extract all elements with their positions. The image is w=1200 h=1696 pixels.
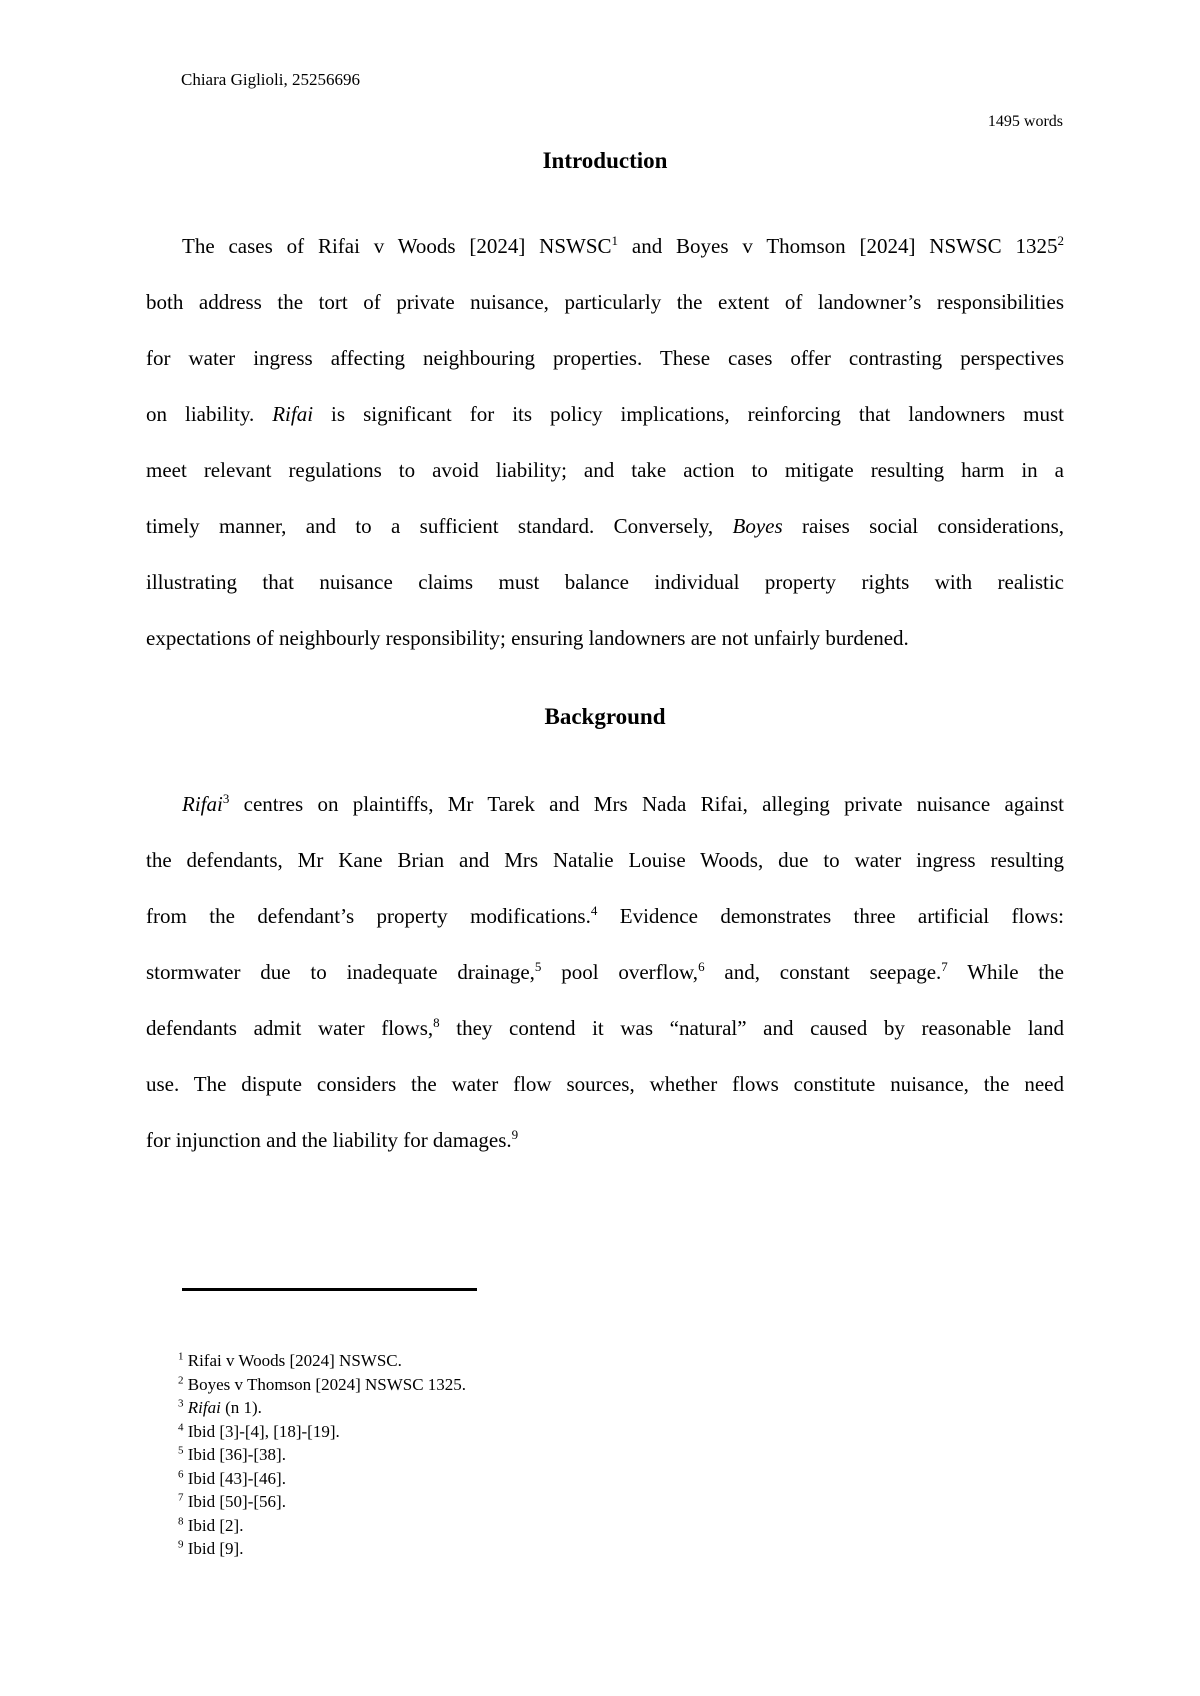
background-text: they contend it was “natural” and caused by reasonable land bbox=[439, 1016, 1064, 1040]
footnote-text: Boyes v Thomson [2024] NSWSC 1325. bbox=[183, 1374, 467, 1394]
footnote-number: 6 bbox=[178, 1467, 184, 1480]
footnote-number: 4 bbox=[178, 1420, 184, 1433]
footnote-7 bbox=[178, 1490, 466, 1514]
background-line-6: use. The dispute considers the water flow sources, whether flows constitute nuisance, the need bbox=[146, 1072, 1064, 1096]
footnote-italic: Rifai bbox=[187, 1398, 221, 1417]
footnote-number: 9 bbox=[178, 1538, 184, 1551]
intro-line-5: meet relevant regulations to avoid liability; and take action to mitigate resulting harm in a bbox=[146, 458, 1064, 482]
footnote-ref-4[interactable]: 4 bbox=[590, 903, 598, 918]
case-name-italic: Rifai bbox=[272, 402, 314, 426]
background-line-3 bbox=[146, 888, 1064, 944]
footnote-text: Ibid [50]-[56]. bbox=[183, 1492, 286, 1511]
footnote-8 bbox=[178, 1514, 466, 1538]
background-text: from the defendant’s property modifications. bbox=[146, 904, 591, 928]
footnote-ref-7[interactable]: 7 bbox=[941, 959, 948, 974]
footnote-text: Rifai v Woods [2024] NSWSC. bbox=[183, 1351, 402, 1370]
footnote-4 bbox=[178, 1420, 466, 1444]
background-text: for injunction and the liability for damages. bbox=[146, 1128, 512, 1152]
background-text: and, constant seepage. bbox=[704, 960, 942, 984]
author-header: Chiara Giglioli, 25256696 bbox=[181, 70, 360, 89]
intro-text: raises social considerations, bbox=[782, 514, 1064, 538]
background-paragraph bbox=[146, 776, 1064, 1168]
footnote-ref-3[interactable]: 3 bbox=[222, 791, 230, 806]
footnote-ref-1[interactable]: 1 bbox=[611, 233, 619, 248]
introduction-heading: Introduction bbox=[542, 148, 668, 173]
intro-text: on liability. bbox=[146, 402, 273, 426]
intro-text: timely manner, and to a sufficient standard. Conversely, bbox=[146, 514, 733, 538]
intro-text: is significant for its policy implications, reinforcing that landowners must bbox=[313, 402, 1065, 426]
footnote-text: Ibid [3]-[4], [18]-[19]. bbox=[183, 1421, 340, 1441]
introduction-paragraph bbox=[146, 218, 1064, 666]
intro-line-2: both address the tort of private nuisance, particularly the extent of landowner’s responsibilities bbox=[146, 290, 1064, 314]
intro-text: The cases of Rifai v Woods [2024] NSWSC bbox=[182, 234, 612, 258]
footnotes-list bbox=[178, 1349, 466, 1561]
footnote-2 bbox=[178, 1373, 466, 1397]
footnote-ref-8[interactable]: 8 bbox=[433, 1015, 440, 1030]
intro-line-7: illustrating that nuisance claims must balance individual property rights with realistic bbox=[146, 570, 1064, 594]
footnote-text: Ibid [43]-[46]. bbox=[183, 1468, 286, 1488]
background-line-4 bbox=[146, 944, 1064, 1000]
background-text: defendants admit water flows, bbox=[146, 1016, 434, 1040]
footnote-ref-5[interactable]: 5 bbox=[534, 959, 542, 974]
background-line-7 bbox=[146, 1112, 1064, 1168]
footnote-ref-6[interactable]: 6 bbox=[698, 959, 705, 974]
background-heading: Background bbox=[544, 704, 666, 729]
background-line-5 bbox=[146, 1000, 1064, 1056]
word-count: 1495 words bbox=[987, 113, 1063, 130]
footnote-number: 2 bbox=[178, 1373, 184, 1386]
case-name-italic: Rifai bbox=[182, 792, 223, 816]
footnote-number: 3 bbox=[178, 1397, 184, 1410]
footnote-text: Ibid [36]-[38]. bbox=[183, 1445, 286, 1464]
case-name-italic: Boyes bbox=[732, 514, 783, 538]
intro-line-6 bbox=[146, 498, 1064, 554]
footnote-5 bbox=[178, 1443, 466, 1467]
footnote-separator bbox=[182, 1288, 477, 1291]
footnote-ref-9[interactable]: 9 bbox=[511, 1127, 519, 1142]
footnote-1 bbox=[178, 1349, 466, 1373]
background-text: Evidence demonstrates three artificial flows: bbox=[597, 904, 1064, 928]
background-text: pool overflow, bbox=[541, 960, 699, 984]
background-text: stormwater due to inadequate drainage, bbox=[146, 960, 535, 984]
background-line-1 bbox=[146, 776, 1064, 832]
footnote-number: 8 bbox=[178, 1514, 184, 1527]
footnote-number: 5 bbox=[178, 1444, 184, 1457]
intro-line-8: expectations of neighbourly responsibility; ensuring landowners are not unfairly burdened. bbox=[146, 626, 909, 650]
footnote-text: Ibid [2]. bbox=[183, 1515, 244, 1535]
footnote-text: (n 1). bbox=[220, 1398, 262, 1417]
intro-text: and Boyes v Thomson [2024] NSWSC 1325 bbox=[618, 234, 1058, 258]
footnote-6 bbox=[178, 1467, 466, 1491]
intro-line-4 bbox=[146, 386, 1064, 442]
footnote-ref-2[interactable]: 2 bbox=[1057, 233, 1064, 248]
intro-line-3: for water ingress affecting neighbouring properties. These cases offer contrasting perspectives bbox=[146, 346, 1064, 370]
background-text: centres on plaintiffs, Mr Tarek and Mrs Nada Rifai, alleging private nuisance against bbox=[229, 792, 1064, 816]
footnote-9 bbox=[178, 1537, 466, 1561]
footnote-number: 1 bbox=[178, 1350, 184, 1363]
intro-line-1 bbox=[146, 218, 1064, 274]
background-text: While the bbox=[947, 960, 1065, 984]
background-line-2: the defendants, Mr Kane Brian and Mrs Natalie Louise Woods, due to water ingress resulting bbox=[146, 848, 1064, 872]
footnote-3 bbox=[178, 1396, 466, 1420]
footnote-text: Ibid [9]. bbox=[183, 1539, 244, 1558]
footnote-number: 7 bbox=[178, 1491, 184, 1504]
